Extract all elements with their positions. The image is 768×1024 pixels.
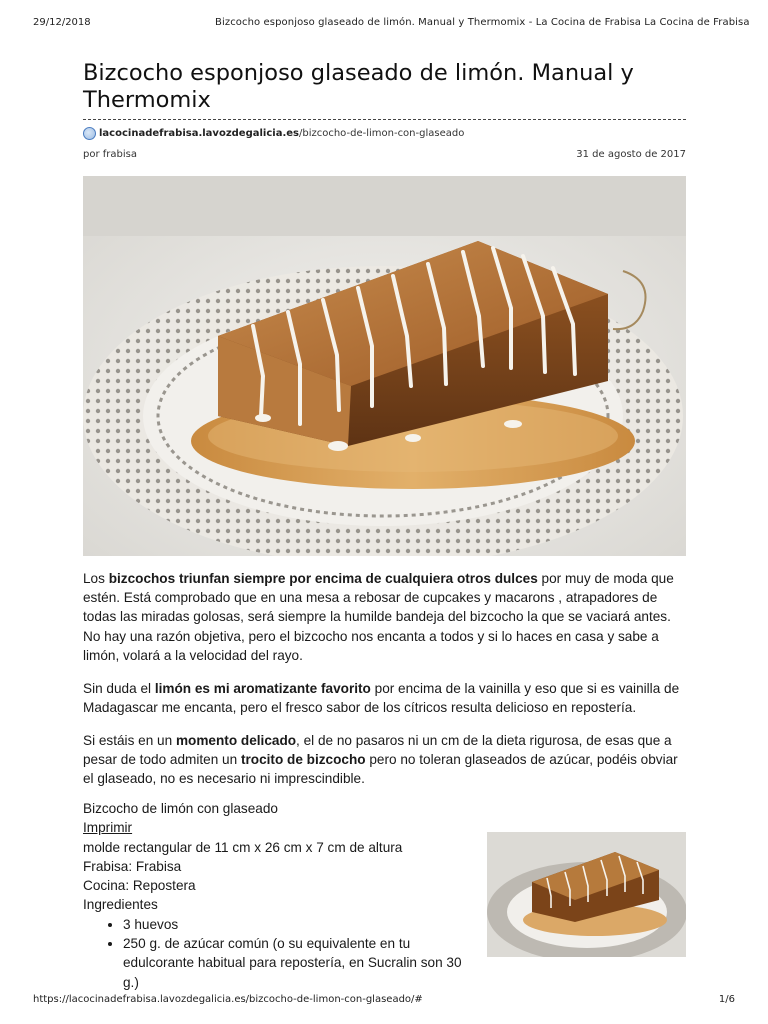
cake-slice-highlight: trocito de bizcocho <box>240 752 366 768</box>
article-title: Bizcocho esponjoso glaseado de limón. Manual y Thermomix <box>83 60 634 113</box>
recipe-card <box>83 799 478 992</box>
print-date: 29/12/2018 <box>33 17 91 28</box>
paragraph-diet: Si estáis en un momento delicado, el de no pasaros ni un cm de la dieta rigurosa, de esas que a pesar de todo admiten un trocito de bizcocho pero no toleran glaseados de azúcar, podéis obviar el glaseado, no es necesario ni imprescindible. <box>83 733 678 787</box>
article-meta <box>83 149 686 163</box>
globe-icon <box>83 127 96 140</box>
page-number: 1/6 <box>718 994 735 1005</box>
title-divider <box>83 119 686 120</box>
recipe-author: Frabisa: Frabisa <box>83 858 182 874</box>
lemon-cake-photo <box>83 176 686 556</box>
ingredient-item: • 250 g. de azúcar común (o su equivalente en tu edulcorante habitual para repostería, en Sucralin son 30 g.) <box>123 934 478 992</box>
print-url: https://lacocinadefrabisa.lavozdegalicia.es/bizcocho-de-limon-con-glaseado/# <box>33 994 423 1005</box>
ingredients-heading: Ingredientes <box>83 897 158 913</box>
author-byline: por frabisa <box>83 149 137 160</box>
ingredient-item: • 3 huevos <box>123 915 478 934</box>
print-footer <box>33 994 735 1008</box>
source-link[interactable] <box>83 125 464 141</box>
print-page-title: Bizcocho esponjoso glaseado de limón. Manual y Thermomix - La Cocina de Frabisa La Cocina de Frabisa <box>215 17 750 28</box>
source-domain: lacocinadefrabisa.lavozdegalicia.es <box>99 127 299 139</box>
paragraph-lemon: Sin duda el limón es mi aromatizante favorito por encima de la vainilla y eso que si es vainilla de Madagascar me encanta, pero el fresco sabor de los cítricos resulta delicioso en repostería. <box>83 681 680 716</box>
lemon-cake-thumbnail-photo <box>487 832 686 957</box>
print-header <box>33 17 750 31</box>
ingredients-list <box>83 915 478 992</box>
recipe-cuisine: Cocina: Repostera <box>83 878 196 894</box>
recipe-thumbnail <box>487 832 686 957</box>
publish-date: 31 de agosto de 2017 <box>576 149 686 160</box>
intro-highlight: bizcochos triunfan siempre por encima de cualquiera otros dulces <box>108 571 538 586</box>
paragraph-intro: Los bizcochos triunfan siempre por encima de cualquiera otros dulces por muy de moda que estén. Está comprobado que en una mesa a rebosar de cupcakes y macarons , atrapadores de todas las miradas golosas, será siempre la humilde bandeja del bizcocho la que se vaciará antes. No hay una razón objetiva, pero el bizcocho nos encanta a todos y si lo haces en casa y sabe a limón, volará a la velocidad del rayo. <box>83 571 674 663</box>
hero-image <box>83 176 686 556</box>
recipe-name: Bizcocho de limón con glaseado <box>83 801 278 816</box>
source-path: /bizcocho-de-limon-con-glaseado <box>298 127 465 139</box>
diet-highlight: momento delicado <box>175 733 297 748</box>
recipe-mold: molde rectangular de 11 cm x 26 cm x 7 cm de altura <box>83 839 403 855</box>
lemon-highlight: limón es mi aromatizante favorito <box>154 681 371 696</box>
print-recipe-link[interactable]: Imprimir <box>83 820 133 836</box>
